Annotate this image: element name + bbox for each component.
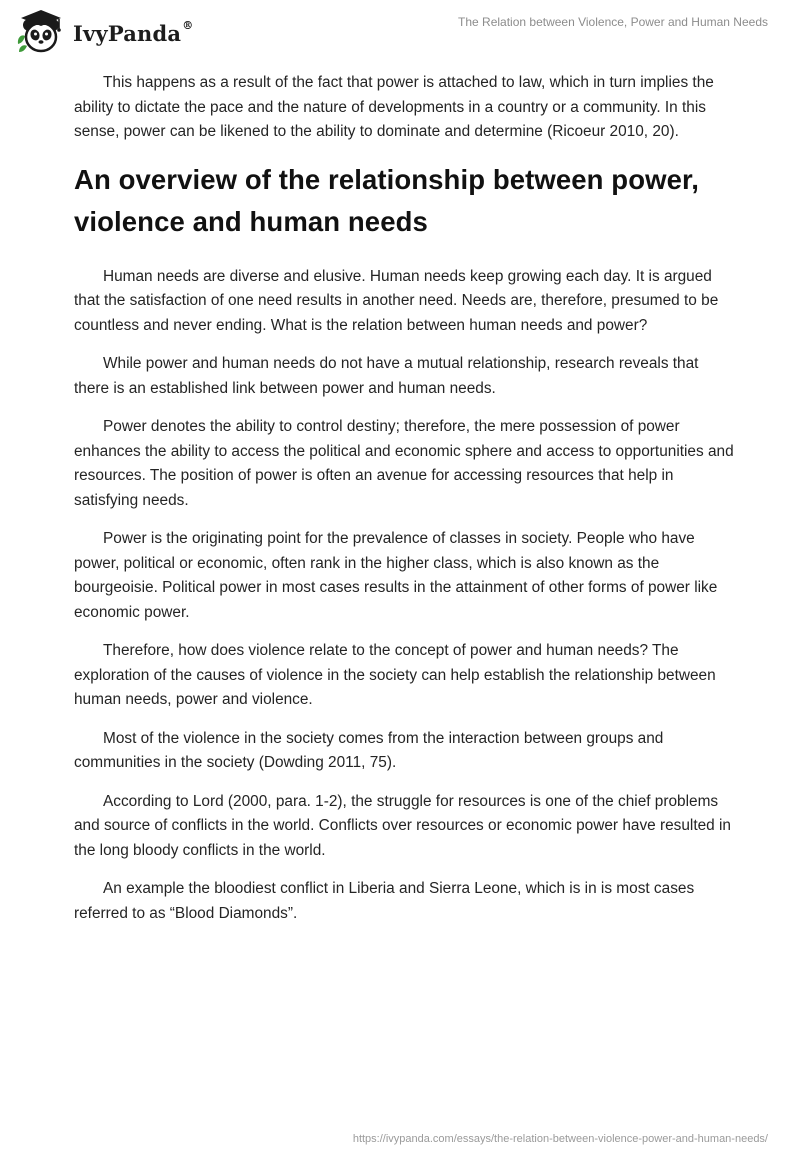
paragraph: Power denotes the ability to control destiny; therefore, the mere possession of power enhances the ability to access the political and economic sphere and access to opportunities and resources. The position of power is often an avenue for accessing resources that help in satisfying needs. xyxy=(74,418,734,509)
intro-paragraph: This happens as a result of the fact that power is attached to law, which in turn implies the ability to dictate the pace and the nature of developments in a country or a community. In this sense, power can be likened to the ability to dominate and determine (Ricoeur 2010, 20). xyxy=(74,74,714,140)
paragraph: Human needs are diverse and elusive. Human needs keep growing each day. It is argued that the satisfaction of one need results in another need. Needs are, therefore, presumed to be countless and never ending. What is the relation between human needs and power? xyxy=(74,267,719,334)
paragraph: An example the bloodiest conflict in Liberia and Sierra Leone, which is in is most cases referred to as “Blood Diamonds”. xyxy=(74,880,695,922)
section-heading: An overview of the relationship between power, violence and human needs xyxy=(74,163,700,237)
source-url[interactable]: https://ivypanda.com/essays/the-relation-between-violence-power-and-human-needs/ xyxy=(352,1133,768,1145)
paragraph: Most of the violence in the society comes from the interaction between groups and communities in the society (Dowding 2011, 75). xyxy=(74,729,664,771)
document-title: The Relation between Violence, Power and Human Needs xyxy=(458,15,768,29)
panda-graduation-cap-icon xyxy=(15,8,67,56)
essay-content xyxy=(74,71,734,940)
paragraph: According to Lord (2000, para. 1-2), the struggle for resources is one of the chief problems and source of conflicts in the world. Conflicts over resources or economic power have resulted in the long bloody conflicts in the world. xyxy=(74,792,731,859)
ivypanda-logo[interactable] xyxy=(15,8,193,56)
registered-mark: ® xyxy=(182,18,194,32)
logo-wordmark xyxy=(73,18,194,46)
logo-name: IvyPanda xyxy=(73,20,182,46)
page-header xyxy=(0,0,800,60)
paragraph: Therefore, how does violence relate to the concept of power and human needs? The exploration of the causes of violence in the society can help establish the relationship between human needs, power and violence. xyxy=(74,642,716,708)
paragraph: Power is the originating point for the prevalence of classes in society. People who have power, political or economic, often rank in the higher class, which is also known as the bourgeoisie. Political power in most cases results in the attainment of other forms of power like economic power. xyxy=(74,530,718,621)
paragraph: While power and human needs do not have a mutual relationship, research reveals that there is an established link between power and human needs. xyxy=(74,355,699,397)
